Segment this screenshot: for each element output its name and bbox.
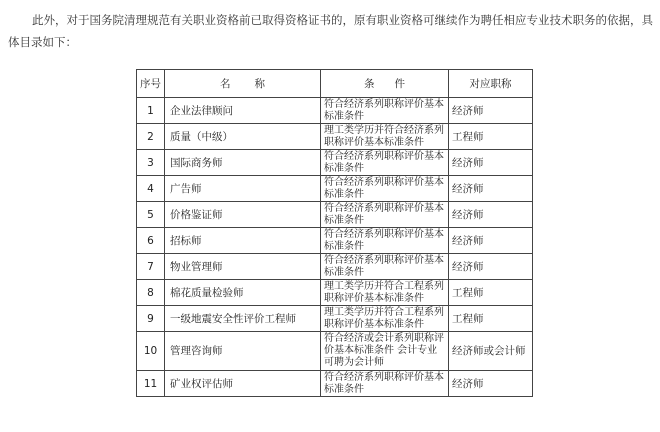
row-title: 经济师: [449, 228, 533, 254]
row-condition: 理工类学历并符合工程系列职称评价基本标准条件: [321, 280, 449, 306]
row-index: 5: [137, 202, 165, 228]
table-row: [137, 306, 533, 332]
table-row: [137, 98, 533, 124]
row-index: 9: [137, 306, 165, 332]
table-row: [137, 228, 533, 254]
table-header-row: [137, 70, 533, 98]
row-condition: 符合经济系列职称评价基本标准条件: [321, 150, 449, 176]
row-name: 一级地震安全性评价工程师: [165, 306, 321, 332]
row-index: 11: [137, 371, 165, 397]
row-condition: 符合经济系列职称评价基本标准条件: [321, 254, 449, 280]
row-condition: 理工类学历并符合经济系列职称评价基本标准条件: [321, 124, 449, 150]
row-condition: 理工类学历并符合工程系列职称评价基本标准条件: [321, 306, 449, 332]
header-index: 序号: [137, 70, 165, 98]
table-row: [137, 150, 533, 176]
row-title: 经济师: [449, 202, 533, 228]
row-index: 10: [137, 332, 165, 371]
row-name: 招标师: [165, 228, 321, 254]
row-title: 经济师: [449, 254, 533, 280]
row-name: 棉花质量检验师: [165, 280, 321, 306]
row-name: 价格鉴证师: [165, 202, 321, 228]
row-name: 国际商务师: [165, 150, 321, 176]
row-index: 8: [137, 280, 165, 306]
row-index: 3: [137, 150, 165, 176]
qualification-table: [136, 69, 533, 397]
row-name: 物业管理师: [165, 254, 321, 280]
row-condition: 符合经济系列职称评价基本标准条件: [321, 176, 449, 202]
row-index: 2: [137, 124, 165, 150]
row-title: 工程师: [449, 124, 533, 150]
row-condition: 符合经济系列职称评价基本标准条件: [321, 371, 449, 397]
row-condition: 符合经济系列职称评价基本标准条件: [321, 98, 449, 124]
table-row: [137, 280, 533, 306]
row-title: 工程师: [449, 306, 533, 332]
row-name: 企业法律顾问: [165, 98, 321, 124]
row-title: 经济师: [449, 150, 533, 176]
table-row: [137, 202, 533, 228]
header-condition: 条件: [321, 70, 449, 98]
row-title: 经济师或会计师: [449, 332, 533, 371]
row-condition: 符合经济系列职称评价基本标准条件: [321, 202, 449, 228]
row-title: 经济师: [449, 176, 533, 202]
row-title: 经济师: [449, 98, 533, 124]
row-condition: 符合经济系列职称评价基本标准条件: [321, 228, 449, 254]
table-row: [137, 371, 533, 397]
table-row: [137, 176, 533, 202]
header-name: 名称: [165, 70, 321, 98]
row-name: 矿业权评估师: [165, 371, 321, 397]
row-title: 经济师: [449, 371, 533, 397]
row-name: 广告师: [165, 176, 321, 202]
table-row: [137, 332, 533, 371]
row-condition: 符合经济或会计系列职称评价基本标准条件 会计专业可聘为会计师: [321, 332, 449, 371]
row-index: 6: [137, 228, 165, 254]
row-name: 管理咨询师: [165, 332, 321, 371]
intro-paragraph: 此外，对于国务院清理规范有关职业资格前已取得资格证书的，原有职业资格可继续作为聘任相应专业技术职务的依据，具体目录如下：: [8, 13, 653, 49]
header-title: 对应职称: [449, 70, 533, 98]
row-title: 工程师: [449, 280, 533, 306]
row-index: 7: [137, 254, 165, 280]
table-row: [137, 254, 533, 280]
row-index: 1: [137, 98, 165, 124]
table-row: [137, 124, 533, 150]
row-name: 质量（中级）: [165, 124, 321, 150]
row-index: 4: [137, 176, 165, 202]
